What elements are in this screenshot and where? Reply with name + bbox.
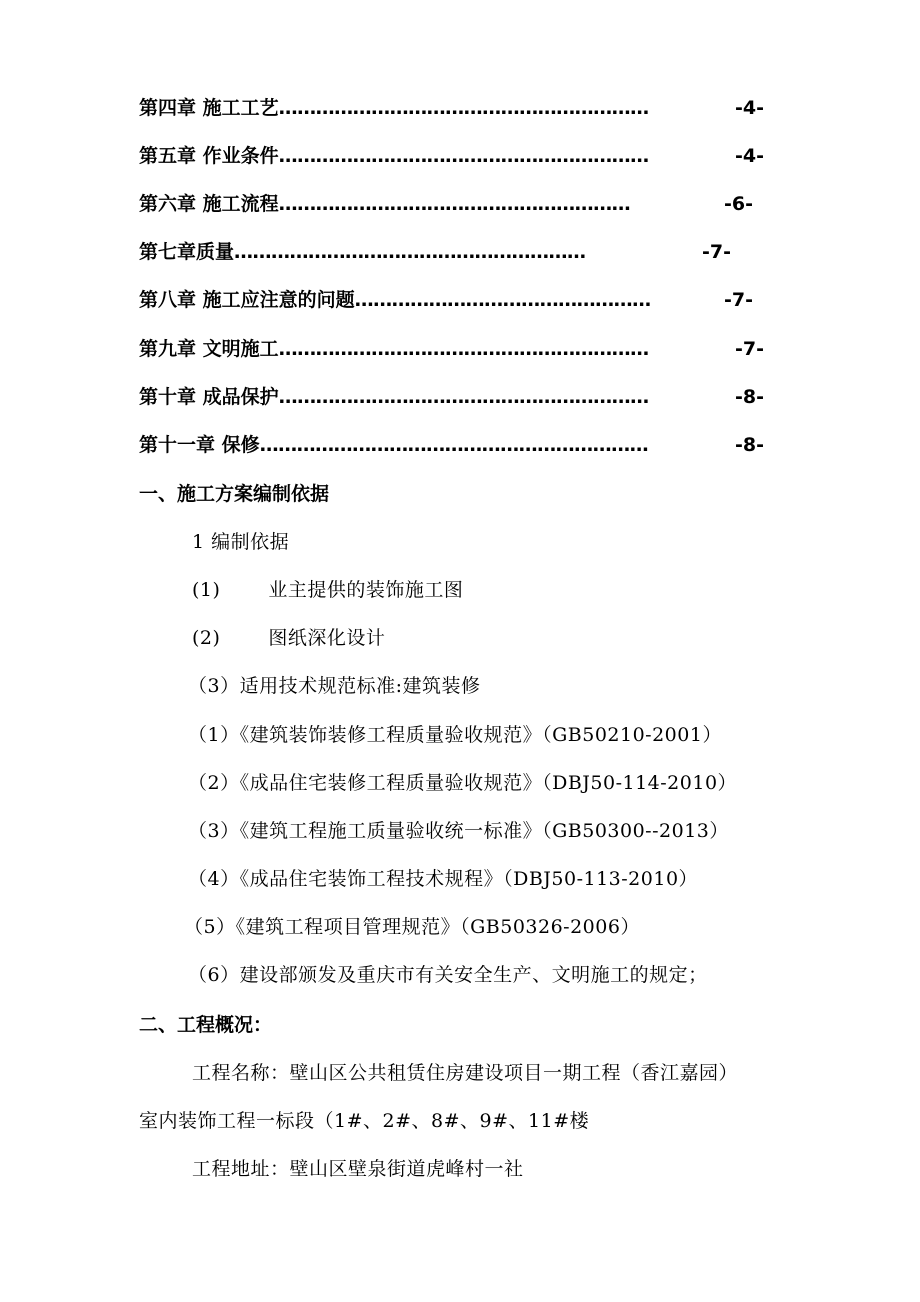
toc-title: 第八章 施工应注意的问题 bbox=[139, 289, 355, 311]
standard-1: （1）《建筑装饰装修工程质量验收规范》（GB50210-2001） bbox=[188, 724, 722, 746]
toc-leader: ………………………………………………… bbox=[278, 193, 631, 215]
toc-page-9: -7- bbox=[735, 338, 764, 360]
item-number: (2) bbox=[192, 627, 221, 649]
toc-leader: …………………………………………………… bbox=[278, 338, 649, 360]
project-name-line-1: 工程名称：壁山区公共租赁住房建设项目一期工程（香江嘉园） bbox=[192, 1062, 739, 1084]
section-heading-2: 二、工程概况： bbox=[139, 1014, 273, 1036]
toc-page-6: -6- bbox=[724, 193, 753, 215]
toc-entry-10 bbox=[139, 385, 649, 409]
toc-title: 第六章 施工流程 bbox=[139, 193, 279, 215]
subheading-basis: 1 编制依据 bbox=[192, 531, 290, 553]
item-text: 图纸深化设计 bbox=[268, 627, 386, 649]
toc-leader: ………………………………………………… bbox=[234, 241, 586, 263]
toc-leader: …………………………………………………… bbox=[278, 386, 649, 408]
toc-title: 第十章 成品保护 bbox=[139, 386, 279, 408]
toc-entry-9 bbox=[139, 337, 649, 361]
toc-page-5: -4- bbox=[735, 145, 764, 167]
toc-page-4: -4- bbox=[735, 97, 764, 119]
project-name-line-2: 室内装饰工程一标段（1#、2#、8#、9#、11#楼 bbox=[139, 1110, 590, 1132]
basis-item-2 bbox=[192, 626, 385, 650]
toc-leader: ………………………………………… bbox=[354, 289, 651, 311]
project-address: 工程地址：壁山区壁泉街道虎峰村一社 bbox=[192, 1158, 524, 1180]
item-number: (1) bbox=[192, 579, 221, 601]
toc-leader: …………………………………………………… bbox=[278, 97, 649, 119]
standard-3: （3）《建筑工程施工质量验收统一标准》（GB50300--2013） bbox=[188, 820, 729, 842]
standard-6: （6）建设部颁发及重庆市有关安全生产、文明施工的规定； bbox=[188, 964, 708, 986]
standard-5: （5）《建筑工程项目管理规范》（GB50326-2006） bbox=[184, 916, 640, 938]
toc-leader: ……………………………………………………… bbox=[259, 434, 649, 456]
standard-4: （4）《成品住宅装饰工程技术规程》（DBJ50-113-2010） bbox=[188, 868, 699, 890]
toc-entry-4 bbox=[139, 96, 649, 120]
toc-page-11: -8- bbox=[735, 434, 764, 456]
section-heading-1: 一、施工方案编制依据 bbox=[139, 483, 330, 505]
toc-entry-5 bbox=[139, 144, 649, 168]
toc-entry-8 bbox=[139, 288, 651, 312]
toc-entry-6 bbox=[139, 192, 630, 216]
toc-page-10: -8- bbox=[735, 386, 764, 408]
toc-entry-7 bbox=[139, 240, 586, 264]
standard-2: （2）《成品住宅装修工程质量验收规范》（DBJ50-114-2010） bbox=[188, 772, 738, 794]
toc-leader: …………………………………………………… bbox=[278, 145, 649, 167]
basis-item-3: （3）适用技术规范标准:建筑装修 bbox=[188, 675, 481, 697]
toc-title: 第七章质量 bbox=[139, 241, 235, 263]
basis-item-1 bbox=[192, 578, 463, 602]
toc-page-7a: -7- bbox=[702, 241, 731, 263]
toc-title: 第九章 文明施工 bbox=[139, 338, 279, 360]
toc-title: 第四章 施工工艺 bbox=[139, 97, 279, 119]
toc-page-8: -7- bbox=[724, 289, 753, 311]
toc-entry-11 bbox=[139, 433, 648, 457]
item-text: 业主提供的装饰施工图 bbox=[268, 579, 464, 601]
toc-title: 第十一章 保修 bbox=[139, 434, 260, 456]
toc-title: 第五章 作业条件 bbox=[139, 145, 279, 167]
